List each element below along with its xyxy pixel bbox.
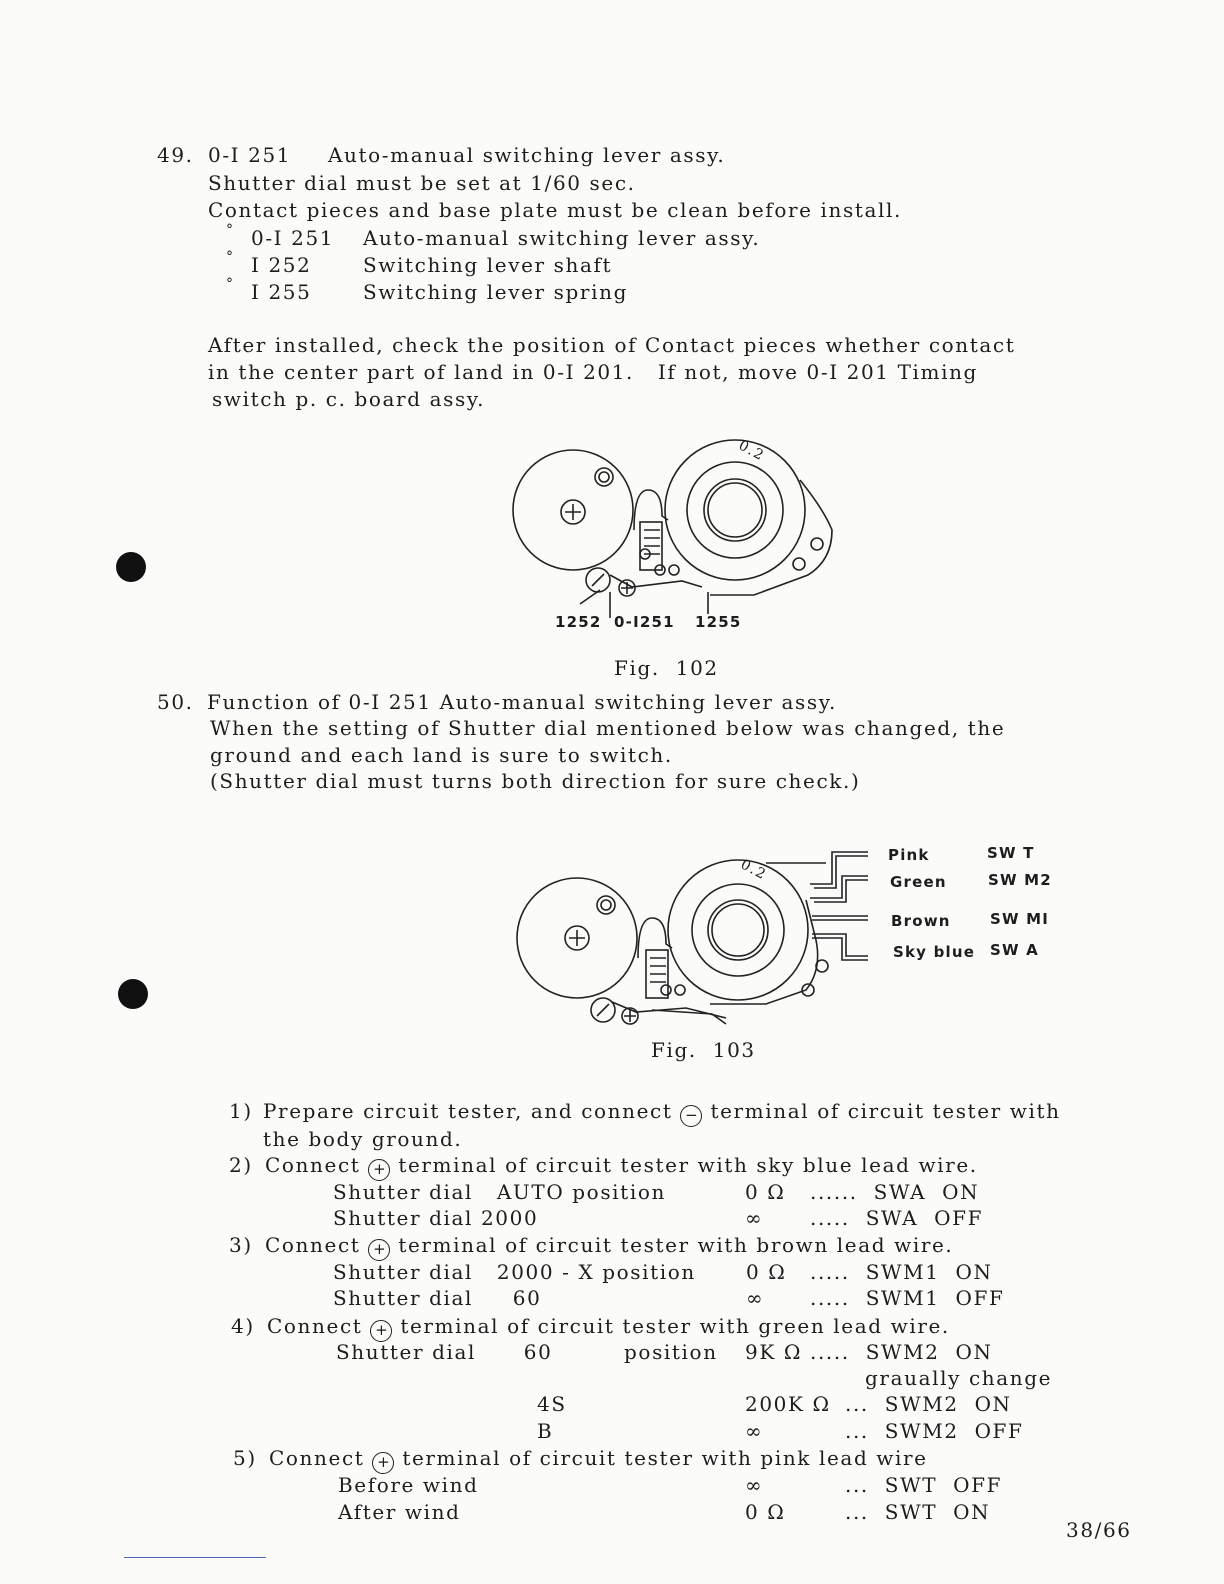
row-value: 9K Ω (745, 1340, 803, 1364)
row-result: ..... SWM1 ON (810, 1260, 993, 1284)
section-50-line: When the setting of Shutter dial mentioned below was changed, the (210, 716, 1006, 740)
row-setting: 4S (537, 1392, 567, 1416)
page-number: 38/66 (1066, 1518, 1132, 1542)
step-number: 2) (229, 1153, 253, 1177)
divider (124, 1557, 266, 1558)
plus-terminal-icon: + (368, 1159, 390, 1181)
switch-label: SW MI (990, 910, 1050, 928)
row-setting: Shutter dial 60 (333, 1286, 542, 1310)
row-value: ∞ (746, 1286, 765, 1310)
step-number: 1) (229, 1099, 253, 1123)
step-number: 4) (231, 1314, 255, 1338)
section-50-number: 50. (157, 690, 194, 714)
wire-color-label: Pink (888, 846, 930, 864)
bullet: ° (226, 249, 235, 265)
row-setting: Before wind (338, 1473, 479, 1497)
step-number: 3) (229, 1233, 253, 1257)
step-3-text: Connect + terminal of circuit tester with brown lead wire. (265, 1233, 953, 1261)
row-result: ...... SWA ON (810, 1180, 980, 1204)
row-result: ... SWT OFF (845, 1473, 1003, 1497)
switch-label: SW M2 (988, 871, 1052, 889)
row-result: ... SWM2 ON (845, 1392, 1012, 1416)
plus-terminal-icon: + (372, 1452, 394, 1474)
step-number: 5) (233, 1446, 257, 1470)
minus-terminal-icon: − (680, 1105, 702, 1127)
wire-color-label: Green (890, 873, 947, 891)
figure-102-caption: Fig. 102 (614, 656, 719, 680)
section-50-line: (Shutter dial must turns both direction for sure check.) (210, 769, 861, 793)
step-1-continued: the body ground. (263, 1127, 463, 1151)
row-setting: Shutter dial 2000 - X position (333, 1260, 696, 1284)
bullet: ° (226, 222, 235, 238)
step-2-text: Connect + terminal of circuit tester with sky blue lead wire. (265, 1153, 978, 1181)
row-result: ..... SWA OFF (810, 1206, 984, 1230)
paragraph-line: in the center part of land in 0-I 201. If not, move 0-I 201 Timing (208, 360, 978, 384)
item-code: 0-I 251 (251, 226, 335, 250)
row-result: ... SWT ON (845, 1500, 991, 1524)
figure-102-label: 1252 (555, 613, 602, 631)
row-value: 200K Ω (745, 1392, 831, 1416)
switch-label: SW T (987, 844, 1035, 862)
row-result: ..... SWM2 ON (810, 1340, 993, 1364)
row-value: 0 Ω (745, 1500, 786, 1524)
item-code: I 255 (251, 280, 312, 304)
row-value: ∞ (745, 1206, 764, 1230)
item-name: Auto-manual switching lever assy. (363, 226, 761, 250)
item-name: Switching lever shaft (363, 253, 613, 277)
row-value: 0 Ω (746, 1260, 787, 1284)
wire-color-label: Sky blue (893, 943, 976, 961)
switch-label: SW A (990, 941, 1039, 959)
item-code: I 252 (251, 253, 312, 277)
row-setting: B (537, 1419, 554, 1443)
section-49-number: 49. (157, 143, 194, 167)
row-setting: Shutter dial 2000 (333, 1206, 539, 1230)
bullet: ° (226, 276, 235, 292)
figure-103-mark: 0.2 (737, 856, 770, 884)
section-50-title: Function of 0-I 251 Auto-manual switching lever assy. (207, 690, 837, 714)
item-name: Switching lever spring (363, 280, 628, 304)
step-1-text: Prepare circuit tester, and connect − terminal of circuit tester with (263, 1099, 1061, 1127)
figure-102-label: 1255 (695, 613, 742, 631)
row-result: ..... SWM1 OFF (810, 1286, 1005, 1310)
step-4-text: Connect + terminal of circuit tester with green lead wire. (267, 1314, 950, 1342)
section-49-line-2: Contact pieces and base plate must be clean before install. (208, 198, 902, 222)
plus-terminal-icon: + (370, 1320, 392, 1342)
row-setting: Shutter dial AUTO position (333, 1180, 666, 1204)
row-value: ∞ (745, 1419, 764, 1443)
row-result: ... SWM2 OFF (845, 1419, 1024, 1443)
section-49-part: 0-I 251 (208, 143, 292, 167)
row-note: graually change (865, 1366, 1053, 1390)
figure-102-mark: 0.2 (735, 437, 768, 465)
wire-color-label: Brown (891, 912, 951, 930)
row-value: 0 Ω (745, 1180, 786, 1204)
paragraph-line: After installed, check the position of Contact pieces whether contact (208, 333, 1016, 357)
row-setting: After wind (338, 1500, 461, 1524)
section-49-title: Auto-manual switching lever assy. (328, 143, 726, 167)
figure-102-label: 0-I251 (614, 613, 675, 631)
paragraph-line: switch p. c. board assy. (212, 387, 486, 411)
row-setting: Shutter dial 60 position (336, 1340, 718, 1364)
plus-terminal-icon: + (368, 1239, 390, 1261)
section-50-line: ground and each land is sure to switch. (210, 743, 673, 767)
figure-103-caption: Fig. 103 (651, 1038, 756, 1062)
section-49-line-1: Shutter dial must be set at 1/60 sec. (208, 171, 636, 195)
step-5-text: Connect + terminal of circuit tester with pink lead wire (269, 1446, 928, 1474)
row-value: ∞ (745, 1473, 764, 1497)
